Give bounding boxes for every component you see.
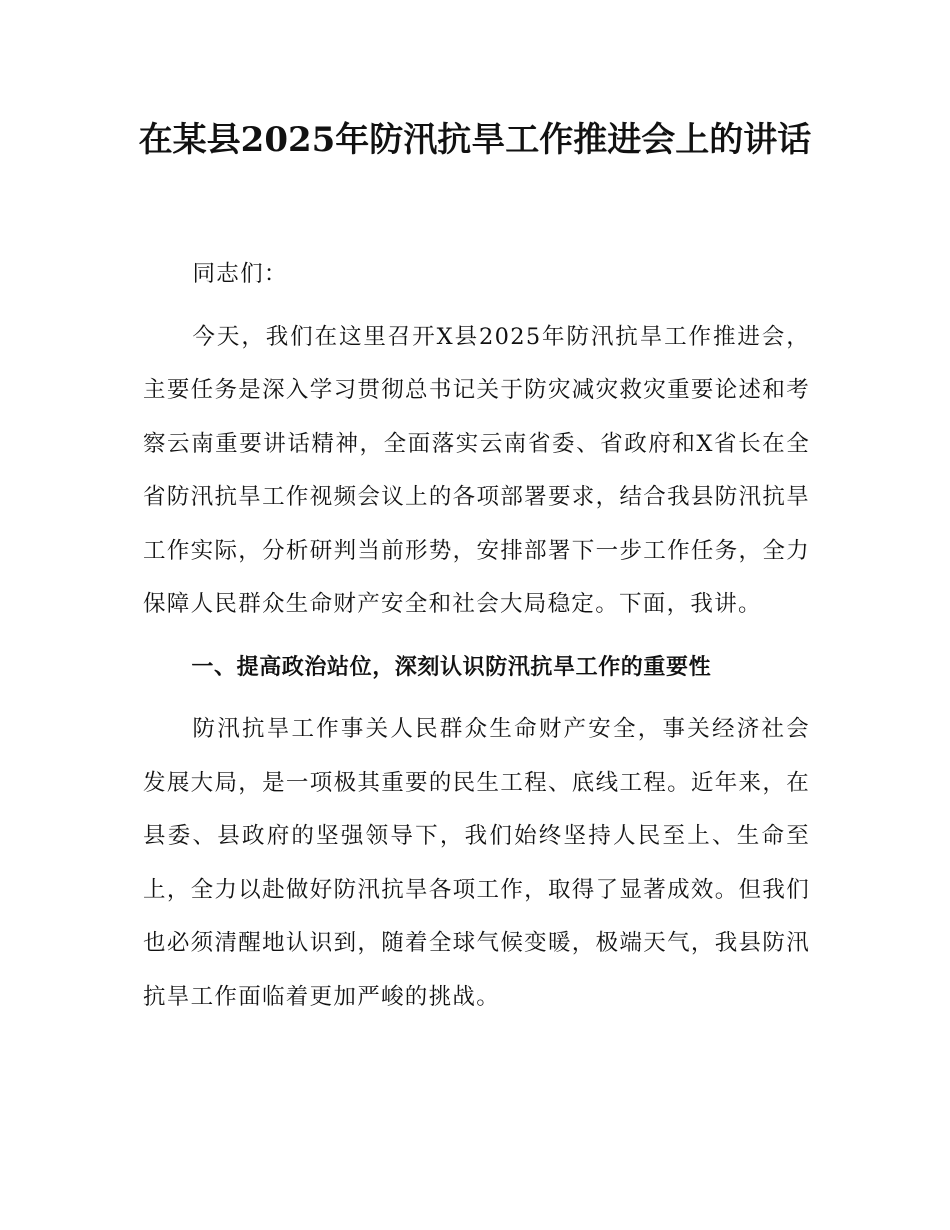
salutation: 同志们： <box>192 261 288 287</box>
section-1-paragraph: 防汛抗旱工作事关人民群众生命财产安全，事关经济社会发展大局，是一项极其重要的民生工程、底线工程。近年来，在县委、县政府的坚强领导下，我们始终坚持人民至上、生命至上，全力以赴做好防汛抗旱各项工作，取得了显著成效。但我们也必须清醒地认识到，随着全球气候变暖，极端天气，我县防汛抗旱工作面临着更加严峻的挑战。 <box>143 716 810 1010</box>
document-body <box>143 248 810 1033</box>
intro-paragraph: 今天，我们在这里召开X县2025年防汛抗旱工作推进会，主要任务是深入学习贯彻总书记关于防灾减灾救灾重要论述和考察云南重要讲话精神，全面落实云南省委、省政府和X省长在全省防汛抗旱工作视频会议上的各项部署要求，结合我县防汛抗旱工作实际，分析研判当前形势，安排部署下一步工作任务，全力保障人民群众生命财产安全和社会大局稳定。下面，我讲。 <box>143 323 810 617</box>
section-heading-1: 一、提高政治站位，深刻认识防汛抗旱工作的重要性 <box>191 654 712 680</box>
document-title: 在某县2025年防汛抗旱工作推进会上的讲话 <box>138 120 812 160</box>
